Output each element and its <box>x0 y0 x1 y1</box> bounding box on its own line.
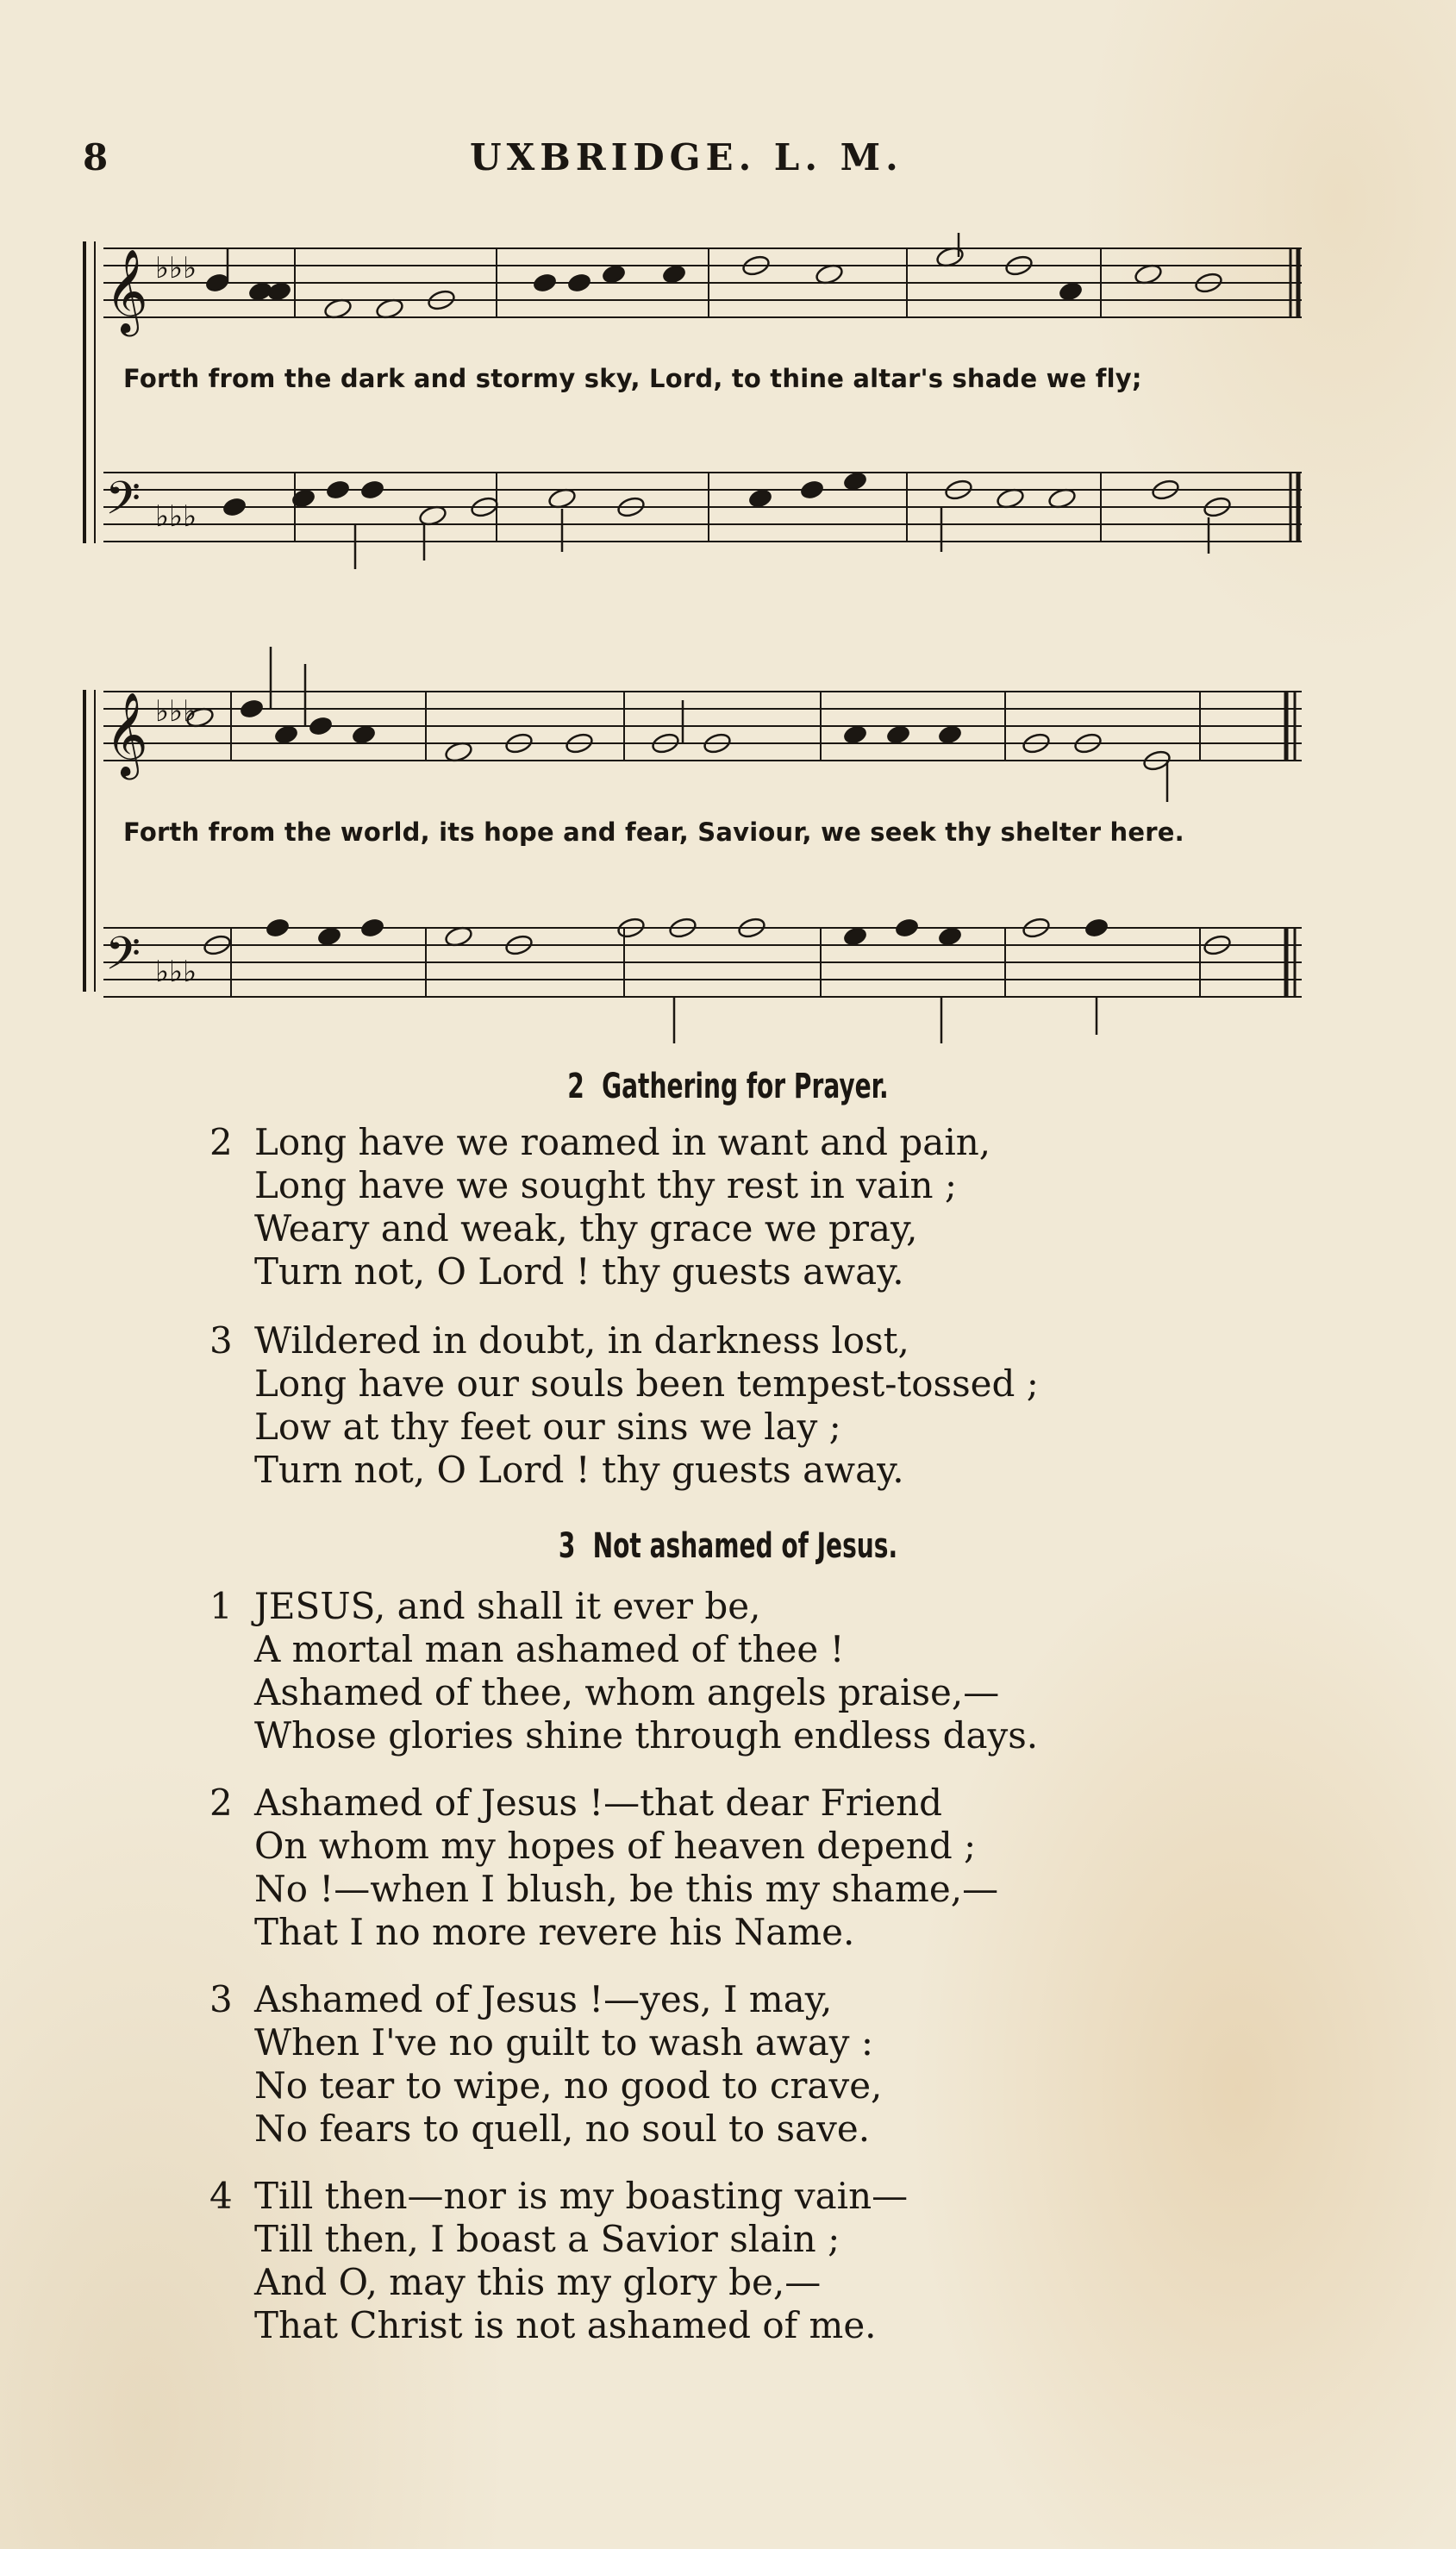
page-header <box>0 136 1456 188</box>
treble-clef-icon: 𝄞 <box>105 248 148 333</box>
stanza-number: 4 <box>209 2175 233 2217</box>
verse-line: Ashamed of Jesus !—that dear Friend <box>254 1782 942 1824</box>
hymn-3-heading <box>160 1526 1296 1566</box>
verse-line: Weary and weak, thy grace we pray, <box>254 1207 918 1249</box>
hymn-2-number: 2 <box>567 1067 584 1106</box>
flat-icon: ♭♭♭ <box>155 499 197 534</box>
hymn-3-stanza-2 <box>209 1782 998 1954</box>
treble-clef-icon: 𝄞 <box>105 692 148 776</box>
verse-line: Till then—nor is my boasting vain— <box>254 2175 909 2217</box>
system-1-treble-staff <box>103 248 1302 317</box>
verse-line: On whom my hopes of heaven depend ; <box>254 1825 977 1867</box>
music-score-system-1 <box>79 233 1303 595</box>
tune-title: UXBRIDGE. L. M. <box>470 136 903 178</box>
system-1-bass-staff <box>103 473 1302 542</box>
hymn-2-stanza-2 <box>209 1121 990 1293</box>
verse-line: Wildered in doubt, in darkness lost, <box>254 1319 909 1362</box>
verse-line: Long have we roamed in want and pain, <box>254 1121 991 1163</box>
verse-line: No tear to wipe, no good to crave, <box>254 2064 883 2107</box>
bass-clef-icon: 𝄢 <box>105 473 141 536</box>
verse-line: Low at thy feet our sins we lay ; <box>254 1406 841 1448</box>
verse-line: A mortal man ashamed of thee ! <box>254 1628 845 1670</box>
hymn-3-stanza-3 <box>209 1978 882 2151</box>
flat-icon: ♭♭♭ <box>155 251 197 285</box>
stanza-number: 1 <box>209 1585 233 1627</box>
hymn-3-stanza-1 <box>209 1585 1038 1757</box>
bass-clef-icon: 𝄢 <box>105 928 141 992</box>
verse-line: Turn not, O Lord ! thy guests away. <box>254 1250 904 1293</box>
verse-line: Whose glories shine through endless days. <box>254 1714 1039 1757</box>
system-1-barlines <box>295 248 1101 542</box>
system-2-treble-staff <box>103 692 1302 761</box>
stanza-number: 2 <box>209 1121 233 1163</box>
music-score-system-2 <box>79 647 1303 1052</box>
verse-line: When I've no guilt to wash away : <box>254 2021 873 2064</box>
verse-line: That Christ is not ashamed of me. <box>254 2304 877 2346</box>
hymn-3-stanza-4 <box>209 2175 908 2347</box>
verse-line: That I no more revere his Name. <box>254 1911 855 1953</box>
verse-line: And O, may this my glory be,— <box>254 2261 822 2303</box>
stanza-number: 3 <box>209 1978 233 2020</box>
hymn-3-number: 3 <box>558 1526 576 1566</box>
verse-line: Turn not, O Lord ! thy guests away. <box>254 1449 904 1491</box>
system-2-brace <box>84 690 95 992</box>
page-number: 8 <box>83 136 109 178</box>
verse-line: JESUS, and shall it ever be, <box>254 1585 761 1627</box>
verse-line: Ashamed of thee, whom angels praise,— <box>254 1671 1000 1713</box>
verse-line: Long have our souls been tempest-tossed ; <box>254 1362 1039 1405</box>
stanza-number: 2 <box>209 1782 233 1824</box>
hymn-2-stanza-3 <box>209 1319 1039 1492</box>
verse-line: No !—when I blush, be this my shame,— <box>254 1868 999 1910</box>
verse-line: Ashamed of Jesus !—yes, I may, <box>254 1978 833 2020</box>
system-1-lyric: Forth from the dark and stormy sky, Lord, to thine altar's shade we fly; <box>123 364 1142 393</box>
hymn-3-title: Not ashamed of Jesus. <box>592 1526 898 1566</box>
system-2-lyric: Forth from the world, its hope and fear, Saviour, we seek thy shelter here. <box>123 817 1184 847</box>
music-system-1 <box>79 233 1303 595</box>
hymn-2-heading <box>160 1067 1296 1106</box>
hymn-2-title: Gathering for Prayer. <box>602 1067 889 1106</box>
flat-icon: ♭♭♭ <box>155 955 197 989</box>
music-system-2 <box>79 647 1303 1052</box>
verse-line: Till then, I boast a Savior slain ; <box>254 2218 840 2260</box>
flat-icon: ♭♭♭ <box>155 694 197 729</box>
system-1-brace <box>84 241 95 543</box>
stanza-number: 3 <box>209 1319 233 1362</box>
verse-line: No fears to quell, no soul to save. <box>254 2107 871 2150</box>
verse-line: Long have we sought thy rest in vain ; <box>254 1164 958 1206</box>
system-2-bass-staff <box>103 928 1302 997</box>
